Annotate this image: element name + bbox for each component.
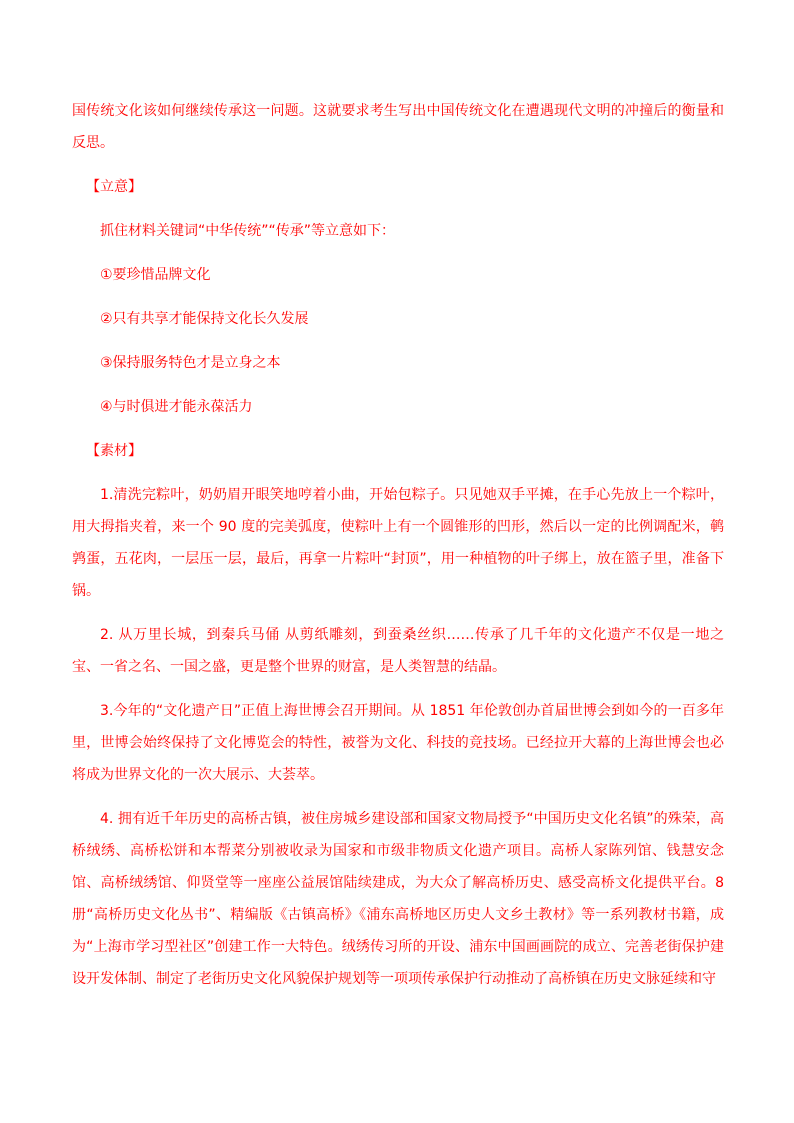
liyi-lead: 抓住材料关键词“中华传统”“传承”等立意如下： xyxy=(100,223,396,239)
document-body xyxy=(72,95,724,995)
sucai-item-3: 3.今年的“文化遗产日”正值上海世博会召开期间。从 1851 年伦敦创办首届世博会到如今的一百多年里，世博会始终保持了文化博览会的特性，被誉为文化、科技的竞技场。已经拉开大幕的上海世博会也必将成为世界文化的一次大展示、大荟萃。 xyxy=(72,703,724,783)
liyi-point-4: ④与时俱进才能永葆活力 xyxy=(100,399,253,415)
sucai-heading: 【素材】 xyxy=(86,443,142,459)
liyi-point-1: ①要珍惜品牌文化 xyxy=(100,267,211,283)
sucai-item-4: 4. 拥有近千年历史的高桥古镇，被住房城乡建设部和国家文物局授予“中国历史文化名镇”的殊荣，高桥绒绣、高桥松饼和本帮菜分别被收录为国家和市级非物质文化遗产项目。高桥人家陈列馆、钱慧安念馆、高桥绒绣馆、仰贤堂等一座座公益展馆陆续建成，为大众了解高桥历史、感受高桥文化提供平台。8 册“高桥历史文化丛书”、精编版《古镇高桥》《浦东高桥地区历史人文乡土教材》等一系列教材书籍，成为“上海市学习型社区”创建工作一大特色。绒绣传习所的开设、浦东中国画画院的成立、完善老街保护建设开发体制、制定了老街历史文化风貌保护规划等一项项传承保护行动推动了高桥镇在历史文脉延续和守 xyxy=(72,811,724,987)
sucai-item-2: 2. 从万里长城，到秦兵马俑 从剪纸雕刻，到蚕桑丝织……传承了几千年的文化遗产不仅是一地之宝、一省之名、一国之盛，更是整个世界的财富，是人类智慧的结晶。 xyxy=(72,627,724,675)
liyi-heading: 【立意】 xyxy=(86,179,142,195)
liyi-point-2: ②只有共享才能保持文化长久发展 xyxy=(100,311,309,327)
liyi-point-3: ③保持服务特色才是立身之本 xyxy=(100,355,281,371)
sucai-item-1: 1.清洗完粽叶，奶奶眉开眼笑地哼着小曲，开始包粽子。只见她双手平摊，在手心先放上一个粽叶，用大拇指夹着，来一个 90 度的完美弧度，使粽叶上有一个圆锥形的凹形，然后以一定的比例调配米，鹌鹑蛋，五花肉，一层压一层，最后，再拿一片粽叶“封顶”，用一种植物的叶子绑上，放在篮子里，准备下锅。 xyxy=(72,487,724,599)
intro-paragraph: 国传统文化该如何继续传承这一问题。这就要求考生写出中国传统文化在遭遇现代文明的冲撞后的衡量和反思。 xyxy=(72,103,724,151)
